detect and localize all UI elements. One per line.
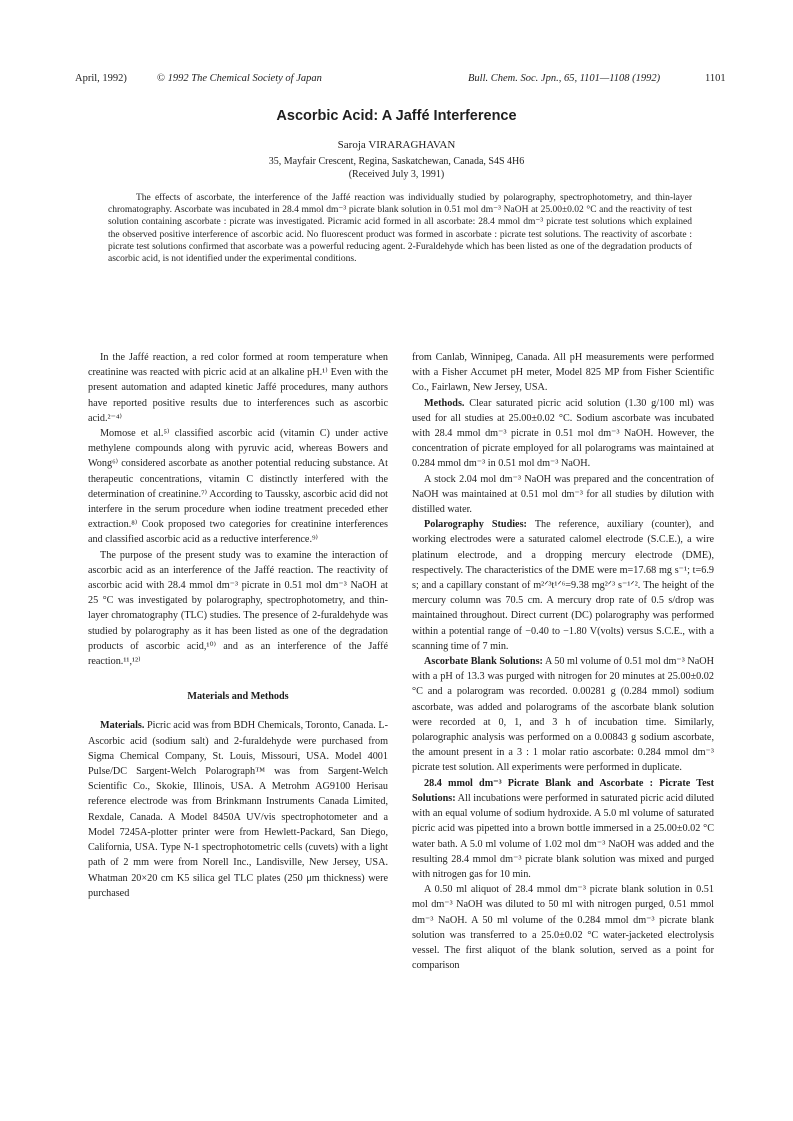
copyright-symbol: © xyxy=(157,73,165,84)
materials-heading: Materials. xyxy=(100,720,145,732)
polarography-heading: Polarography Studies: xyxy=(424,519,527,531)
intro-paragraph-2: Momose et al.⁵⁾ classified ascorbic acid (vitamin C) under active methylene compounds along with pyruvic acid, whereas Bowers and Wong⁶⁾ considered ascorbate as another potential reducing substance. At therapeutic concentrations, vitamin C distinctly interfered with the determination of creatinine.⁷⁾ According to Taussky, ascorbic acid did not interfere in the serum procedure when iodine treatment preceded ether extraction.⁸⁾ Cook proposed two categories for creatinine interferences and classified ascorbic acid as a reductive interference.⁹⁾ xyxy=(88,428,388,546)
article-title: Ascorbic Acid: A Jaffé Interference xyxy=(276,108,517,124)
methods-paragraph xyxy=(412,396,714,472)
issue-date: April, 1992) xyxy=(75,73,127,84)
polarography-paragraph xyxy=(412,517,714,654)
copyright-notice xyxy=(157,73,322,84)
page-number: 1101 xyxy=(705,73,726,84)
intro-paragraph-1: In the Jaffé reaction, a red color formed at room temperature when creatinine was reacted with picric acid at an alkaline pH.¹⁾ Even with the present automation and adapted kinetic Jaffé procedures, many authors have reported positive results due to interferences such as ascorbic acid.²⁻⁴⁾ xyxy=(88,352,388,424)
stock-naoh-paragraph: A stock 2.04 mol dm⁻³ NaOH was prepared and the concentration of NaOH was maintained at 0.51 mol dm⁻³ for all studies by dilution with distilled water. xyxy=(412,473,714,516)
running-header xyxy=(75,73,726,89)
polarography-text: The reference, auxiliary (counter), and working electrodes were a saturated calomel electrode (S.C.E.), a wire platinum electrode, and a dropping mercury electrode (DME), respectively. The characteristics of the DME were m=17.68 mg s⁻¹; t=6.9 s; and a capillary constant of m²ᐟ³t¹ᐟ⁶=9.38 mg²ᐟ³ s⁻¹ᐟ². The height of the mercury column was 70.5 cm. A mercury drop rate of 0.5 s/drop was maintained throughout. Direct current (DC) polarography was performed within a potential range of −0.40 to −1.80 V(volts) versus S.C.E., with a scanning time of 7 min. xyxy=(412,519,715,652)
left-column xyxy=(88,350,388,901)
picrate-blank-paragraph xyxy=(412,776,714,882)
picrate-blank-heading: 28.4 mmol dm⁻³ Picrate Blank and Ascorbate : Picrate Test Solutions: xyxy=(412,777,714,804)
materials-continued: from Canlab, Winnipeg, Canada. All pH measurements were performed with a Fisher Accumet pH meter, Model 825 MP from Fisher Scientific Co., Fairlawn, New Jersey, USA. xyxy=(412,352,714,394)
blank-solutions-text: A 50 ml volume of 0.51 mol dm⁻³ NaOH with a pH of 13.3 was purged with nitrogen for 20 minutes at 25.00±0.02 °C and a polarogram was recorded. 0.00281 g (0.284 mmol) sodium ascorbate, was added and polarograms of the ascorbate blank solution were recorded at 0, 1, and 3 h of incubation time. Similarly, polarographic analysis was performed on a 0.00843 g sodium ascorbate, the amount present in a 3 : 1 molar ratio ascorbate: 0.284 mmol dm⁻³ picrate test solution. All experiments were performed in duplicate. xyxy=(412,656,715,774)
aliquot-paragraph: A 0.50 ml aliquot of 28.4 mmol dm⁻³ picrate blank solution in 0.51 mol dm⁻³ NaOH was diluted to 50 ml with nitrogen purged, 0.51 mmol dm⁻³ NaOH. A 50 ml volume of the 0.284 mmol dm⁻³ picrate blank solution was transferred to a 25.0±0.02 °C water-jacketed electrolysis vessel. The first aliquot of the blank solution, served as a point for comparison xyxy=(412,884,714,972)
author-name: Saroja VIRARAGHAVAN xyxy=(337,139,456,151)
materials-paragraph xyxy=(88,718,388,900)
received-date: (Received July 3, 1991) xyxy=(348,169,445,180)
methods-heading: Methods. xyxy=(424,397,465,409)
section-heading-materials-methods: Materials and Methods xyxy=(187,691,289,703)
right-column xyxy=(412,350,714,973)
abstract-text: The effects of ascorbate, the interference of the Jaffé reaction was individually studied by polarography, spectrophotometry, and thin-layer chromatography. Ascorbate was incubated in 28.4 mmol dm⁻³ picrate blank solution in 0.51 mol dm⁻³ NaOH at 25.00±0.02 °C and the reactivity of test solution containing ascorbate : picrate was investigated. Picramic acid formed in all ascorbate: 28.4 mmol dm⁻³ picrate test solutions which explained the observed positive interference of ascorbic acid. No fluorescent product was formed in ascorbate : picrate test solutions. The reactivity of ascorbate : picrate test solutions confirmed that ascorbate was a powerful reducing agent. 2-Furaldehyde which has been listed as one of the degradation products of ascorbic acid, is not identified under the experimental conditions. xyxy=(108,193,692,265)
abstract xyxy=(108,192,692,265)
affiliation-block xyxy=(0,155,793,181)
methods-text: Clear saturated picric acid solution (1.30 g/100 ml) was used for all studies at 25.00±0.02 °C. Sodium ascorbate was incubated with 28.4 mmol dm⁻³ picrate in 0.51 mol dm⁻³ NaOH. However, the concentration of picrate employed for all polarograms was maintained at 0.284 mmol dm⁻³ in 0.51 mol dm⁻³ NaOH. xyxy=(412,397,714,470)
blank-solutions-heading: Ascorbate Blank Solutions: xyxy=(424,656,543,668)
blank-solutions-paragraph xyxy=(412,654,714,776)
copyright-text: 1992 The Chemical Society of Japan xyxy=(167,73,322,84)
journal-citation: Bull. Chem. Soc. Jpn., 65, 1101—1108 (1992) xyxy=(468,73,661,84)
materials-text: Picric acid was from BDH Chemicals, Toronto, Canada. L-Ascorbic acid (sodium salt) and 2-furaldehyde were purchased from Sigma Chemical Company, St. Louis, Missouri, USA. Model 4001 Pulse/DC Sargent-Welch Polarograph™ was from Sargent-Welch Scientific Co., Skokie, Illinois, USA. A Metrohm AG9100 Herisau reference electrode was from Brinkmann Instruments Canada Limited, Rexdale, Canada. A Model 8450A UV/vis spectrophotometer and a Model 7245A-plotter printer were from Hewlett-Packard, San Diego, California, USA. Type N-1 spectrophotometric cells (cuvets) with a light path of 2 mm were from Norell Inc., Landisville, New Jersey, USA. Whatman 20×20 cm K5 silica gel TLC plates (250 μm thickness) were purchased xyxy=(88,720,389,899)
author-address: 35, Mayfair Crescent, Regina, Saskatchewan, Canada, S4S 4H6 xyxy=(268,156,525,167)
picrate-blank-text: All incubations were performed in saturated picric acid diluted with an equal volume of sodium hydroxide. A 5.0 ml volume of saturated picric acid was pipetted into a brown bottle immersed in a 25.00±0.02 °C water bath. A 5.0 ml volume of 1.02 mol dm⁻³ NaOH was added and the resulting 28.4 mmol dm⁻³ picrate blank solution was mixed and purged with nitrogen gas for 10 min. xyxy=(412,792,714,880)
intro-paragraph-3: The purpose of the present study was to examine the interaction of ascorbic acid as an interference of the Jaffé reaction. The reactivity of ascorbic acid with 28.4 mmol dm⁻³ picrate in 0.51 mol dm⁻³ NaOH at 25 °C was investigated by polarography, spectrophotometry, and thin-layer chromatography (TLC) studies. The presence of 2-furaldehyde was studied by polarography as it has been listed as one of the degradation products of ascorbic acid,¹⁰⁾ and as an interference of the Jaffé reaction.¹¹,¹²⁾ xyxy=(88,549,388,668)
